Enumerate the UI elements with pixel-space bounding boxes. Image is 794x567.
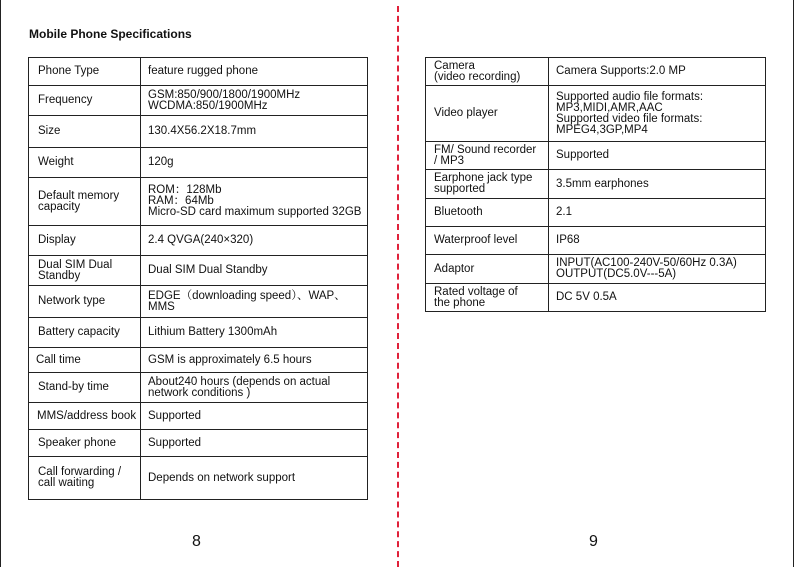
spec-value: GSM is approximately 6.5 hours: [141, 348, 368, 373]
spec-label: Video player: [426, 86, 549, 142]
spec-value: INPUT(AC100-240V-50/60Hz 0.3A) OUTPUT(DC5.0V---5A): [549, 255, 766, 284]
spec-label: Bluetooth: [426, 199, 549, 227]
table-row: [29, 286, 368, 318]
spec-value: Supported audio file formats: MP3,MIDI,AMR,AAC Supported video file formats: MPEG4,3GP,MP4: [549, 86, 766, 142]
spec-label: Display: [29, 226, 141, 256]
spec-value: IP68: [549, 227, 766, 255]
spec-value: Camera Supports:2.0 MP: [549, 58, 766, 86]
spec-label: Battery capacity: [29, 318, 141, 348]
spec-label: Adaptor: [426, 255, 549, 284]
spec-label: Speaker phone: [29, 430, 141, 457]
table-row: [29, 457, 368, 500]
spec-label: Default memory capacity: [29, 178, 141, 226]
spec-value: feature rugged phone: [141, 58, 368, 86]
table-row: [426, 227, 766, 255]
spec-label: Waterproof level: [426, 227, 549, 255]
spec-label: Phone Type: [29, 58, 141, 86]
table-row: [29, 256, 368, 286]
table-row: [29, 403, 368, 430]
table-row: [426, 58, 766, 86]
spec-table-right: [425, 57, 766, 312]
spec-label: Weight: [29, 148, 141, 178]
spec-label: Stand-by time: [29, 373, 141, 403]
spec-label: Camera (video recording): [426, 58, 549, 86]
table-row: [426, 199, 766, 227]
table-row: [426, 142, 766, 170]
table-row: [426, 284, 766, 312]
spec-value: Supported: [141, 403, 368, 430]
table-row: [29, 86, 368, 116]
spec-value: Supported: [549, 142, 766, 170]
spec-value: GSM:850/900/1800/1900MHz WCDMA:850/1900MHz: [141, 86, 368, 116]
spec-label: Dual SIM Dual Standby: [29, 256, 141, 286]
page-number-right: 9: [589, 533, 598, 550]
spec-value: Dual SIM Dual Standby: [141, 256, 368, 286]
spec-label: Call time: [29, 348, 141, 373]
page-number-left: 8: [192, 533, 201, 550]
spec-value: 120g: [141, 148, 368, 178]
spec-value: Depends on network support: [141, 457, 368, 500]
spec-label: Network type: [29, 286, 141, 318]
spec-label: MMS/address book: [29, 403, 141, 430]
table-row: [29, 178, 368, 226]
spec-label: Rated voltage of the phone: [426, 284, 549, 312]
table-row: [29, 226, 368, 256]
table-row: [426, 170, 766, 199]
spec-label: Call forwarding / call waiting: [29, 457, 141, 500]
page-title: Mobile Phone Specifications: [29, 27, 192, 41]
page-edge-left: [0, 0, 1, 567]
spec-table-left: [28, 57, 368, 500]
table-row: [426, 255, 766, 284]
table-row: [426, 86, 766, 142]
table-row: [29, 116, 368, 148]
spec-label: Size: [29, 116, 141, 148]
spec-value: EDGE（downloading speed）、WAP、 MMS: [141, 286, 368, 318]
spec-label: Frequency: [29, 86, 141, 116]
table-row: [29, 430, 368, 457]
spec-value: 130.4X56.2X18.7mm: [141, 116, 368, 148]
table-row: [29, 373, 368, 403]
spec-value: 2.4 QVGA(240×320): [141, 226, 368, 256]
spec-value: ROM：128Mb RAM：64Mb Micro-SD card maximum supported 32GB: [141, 178, 368, 226]
spec-value: Supported: [141, 430, 368, 457]
table-row: [29, 148, 368, 178]
spec-value: DC 5V 0.5A: [549, 284, 766, 312]
spec-label: FM/ Sound recorder / MP3: [426, 142, 549, 170]
spec-value: About240 hours (depends on actual network conditions ): [141, 373, 368, 403]
spec-value: 2.1: [549, 199, 766, 227]
table-row: [29, 58, 368, 86]
table-row: [29, 348, 368, 373]
table-row: [29, 318, 368, 348]
spec-value: Lithium Battery 1300mAh: [141, 318, 368, 348]
spec-value: 3.5mm earphones: [549, 170, 766, 199]
spec-label: Earphone jack type supported: [426, 170, 549, 199]
page-divider: [397, 6, 399, 567]
